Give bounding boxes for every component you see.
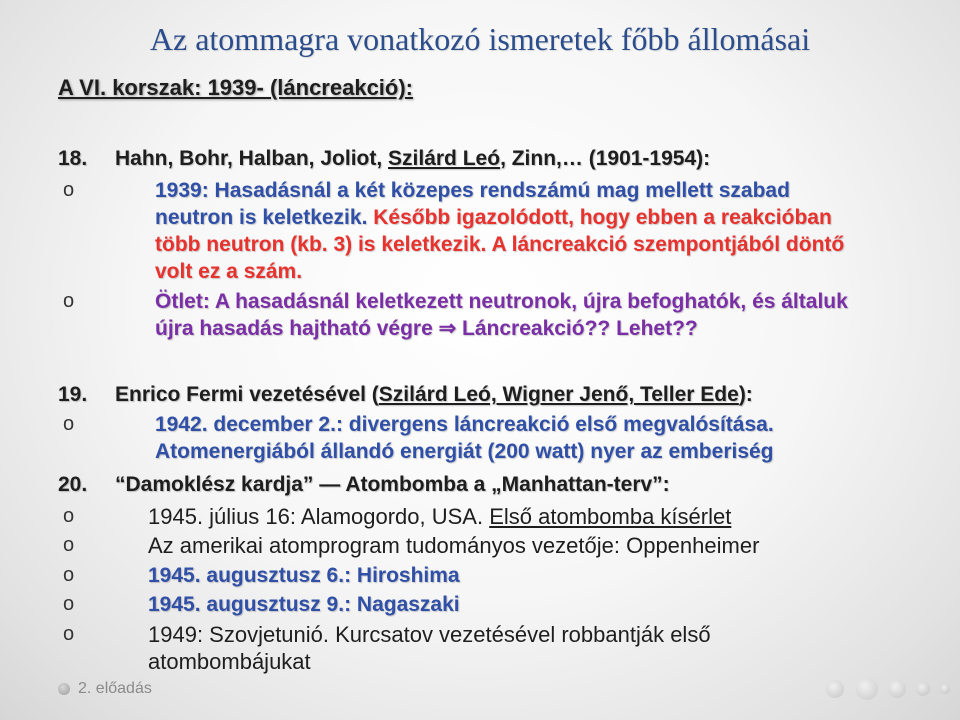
decor-circle-icon bbox=[826, 680, 844, 698]
slide-footer: 2. előadás bbox=[78, 680, 152, 697]
section-number: 19. bbox=[58, 383, 88, 406]
bullet-text-part: 1945. július 16: Alamogordo, USA. bbox=[148, 504, 490, 529]
section-18 bbox=[58, 145, 710, 172]
bullet-marker: o bbox=[63, 534, 75, 556]
bullet-marker: o bbox=[63, 593, 75, 615]
bullet-marker: o bbox=[63, 623, 75, 645]
bullet-text: 1949: Szovjetunió. Kurcsatov vezetésével robbantják első atombombájukat bbox=[148, 622, 711, 674]
section-text: ): bbox=[738, 383, 753, 406]
section-text: , Zinn,… (1901-1954): bbox=[500, 147, 711, 170]
slide-title: Az atommagra vonatkozó ismeretek főbb állomásai bbox=[149, 21, 811, 57]
decor-circle-icon bbox=[916, 682, 930, 696]
bullet-marker: o bbox=[63, 564, 75, 586]
bullet-text: 1945. augusztusz 6.: Hiroshima bbox=[148, 564, 460, 587]
underlined-name: Szilárd Leó bbox=[388, 147, 501, 170]
bullet-text: Az amerikai atomprogram tudományos vezetője: Oppenheimer bbox=[148, 533, 760, 558]
blue-text: 1939: Hasadásnál a két közepes rendszámú mag mellett szabad neutron is keletkezik. bbox=[155, 179, 790, 229]
bullet-marker: o bbox=[63, 179, 75, 201]
bullet-marker: o bbox=[63, 290, 75, 312]
bullet-marker: o bbox=[63, 505, 75, 527]
decor-circle-icon bbox=[888, 680, 906, 698]
bullet-line: Atomenergiából állandó energiát (200 watt) nyer az emberiség bbox=[155, 440, 774, 463]
slide-subtitle: A VI. korszak: 1939- (láncreakció): bbox=[58, 75, 414, 100]
underlined-text: Első atombomba kísérlet bbox=[489, 504, 732, 529]
section-19 bbox=[58, 381, 753, 408]
bullet-marker: o bbox=[63, 413, 75, 435]
bullet-text bbox=[155, 177, 855, 285]
section-number: 20. bbox=[58, 473, 88, 496]
bullet-line: 1942. december 2.: divergens láncreakció első megvalósítása. bbox=[155, 413, 774, 436]
decor-circle-icon bbox=[856, 678, 878, 700]
bullet-text: Ötlet: A hasadásnál keletkezett neutronok, újra befoghatók, és általuk újra hasadás hajtható végre ⇒ Láncreakció?? Lehet?? bbox=[155, 290, 848, 340]
red-text: Később igazolódott, hogy ebben a reakcióban több neutron (kb. 3) is keletkezik. A láncreakció szempontjából döntő volt ez a szám. bbox=[155, 206, 845, 283]
bullet-text bbox=[155, 411, 774, 465]
section-text: Hahn, Bohr, Halban, Joliot, bbox=[115, 147, 389, 170]
section-text: Enrico Fermi vezetésével ( bbox=[115, 383, 379, 406]
decor-circle-icon bbox=[940, 684, 950, 694]
section-text: “Damoklész kardja” ― Atombomba a „Manhattan-terv”: bbox=[115, 473, 670, 496]
bullet-text: 1945. augusztusz 9.: Nagaszaki bbox=[148, 593, 460, 616]
footer-dot-icon bbox=[58, 683, 70, 695]
section-number: 18. bbox=[58, 147, 88, 170]
section-20 bbox=[58, 471, 670, 498]
underlined-names: Szilárd Leó, Wigner Jenő, Teller Ede bbox=[378, 383, 739, 406]
bullet-text bbox=[148, 503, 731, 530]
